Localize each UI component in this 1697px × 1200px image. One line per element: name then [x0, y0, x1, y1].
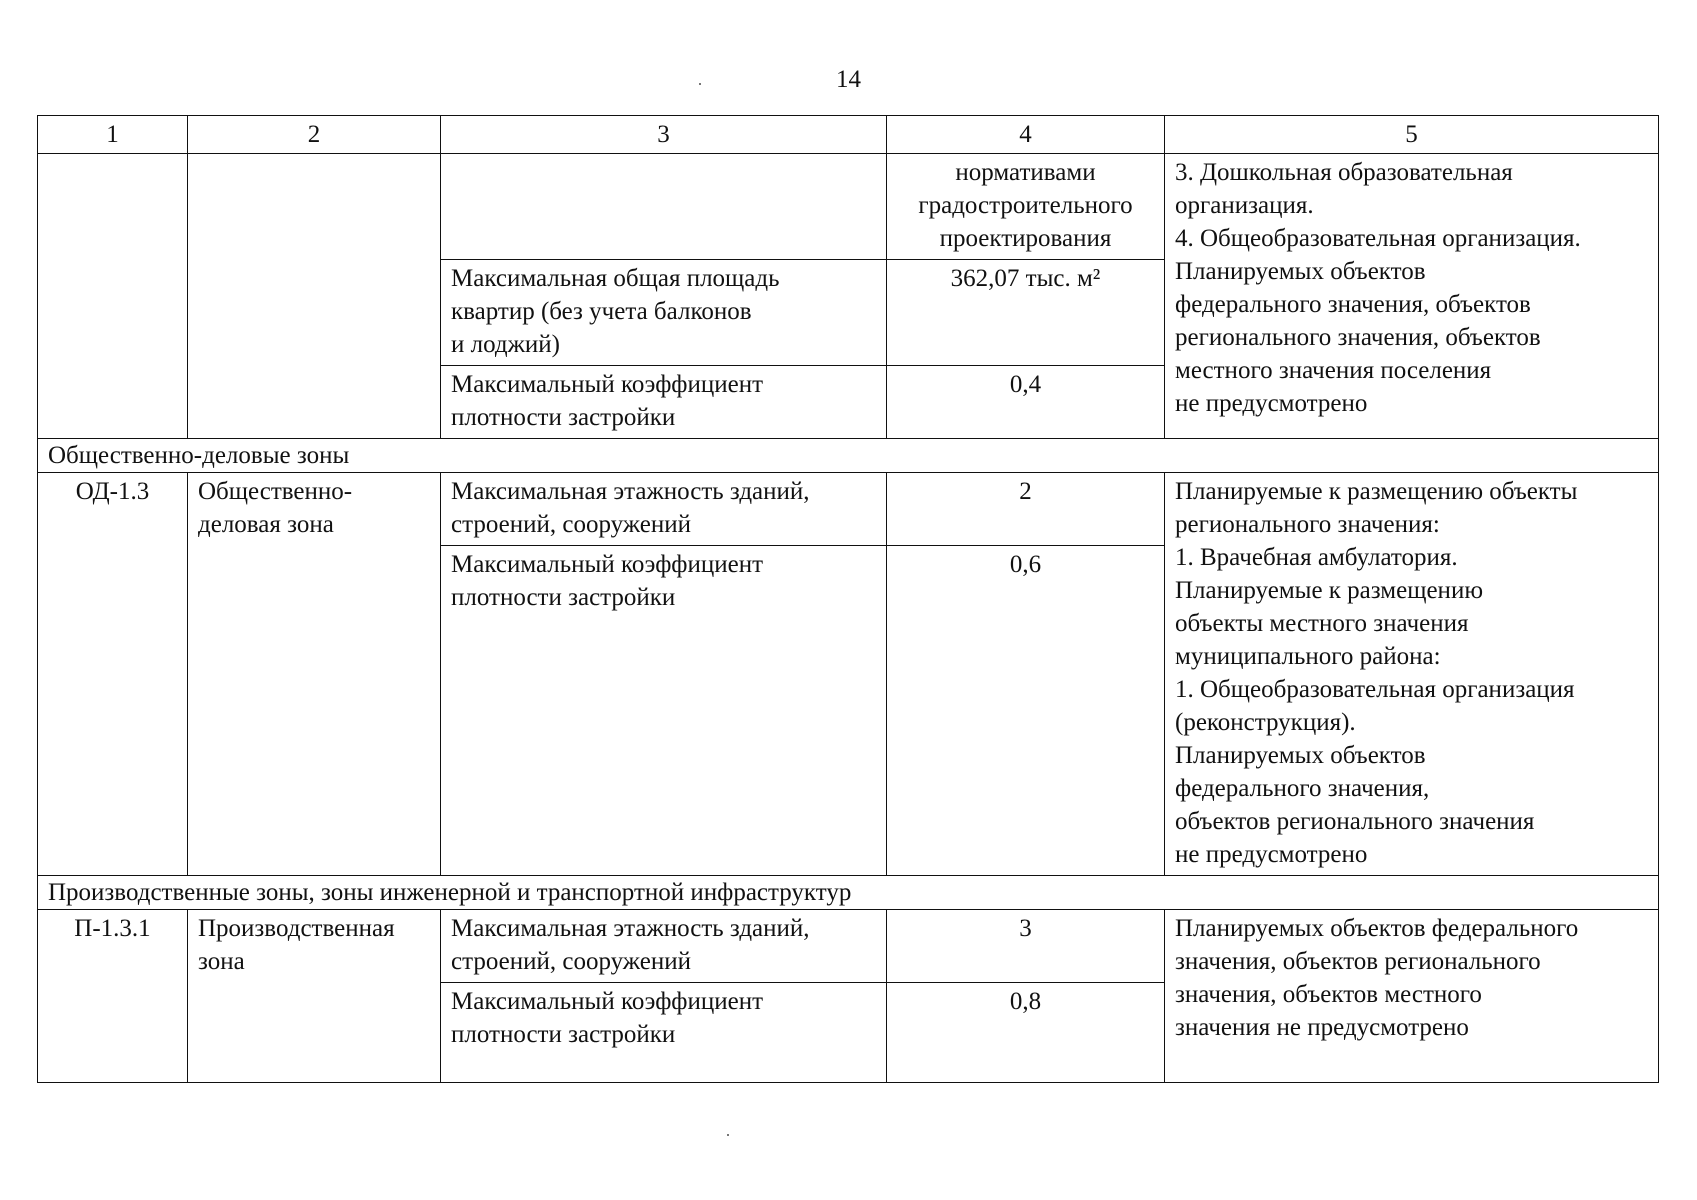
parameter-cell: Максимальная этажность зданий, строений, сооружений	[441, 473, 887, 546]
page-number: 14	[836, 66, 861, 93]
section-header-row	[38, 876, 1659, 910]
value-cell: 0,8	[887, 983, 1165, 1083]
value-cell: 3	[887, 910, 1165, 983]
section-title: Производственные зоны, зоны инженерной и транспортной инфраструктур	[38, 876, 1659, 910]
value-cell: 0,4	[887, 366, 1165, 439]
table-row	[38, 473, 1659, 546]
parameter-cell: Максимальная этажность зданий, строений, сооружений	[441, 910, 887, 983]
value-cell: 0,6	[887, 546, 1165, 876]
scan-speck	[727, 1134, 729, 1136]
value-cell: 2	[887, 473, 1165, 546]
zone-name-cell	[188, 154, 441, 439]
column-number: 3	[441, 116, 887, 154]
table-row	[38, 154, 1659, 260]
value-cell: нормативами градостроительного проектирования	[887, 154, 1165, 260]
scan-speck	[699, 83, 701, 85]
zones-table	[37, 115, 1659, 1083]
column-number: 1	[38, 116, 188, 154]
zone-name-cell: Производственная зона	[188, 910, 441, 1083]
zone-name-cell: Общественно- деловая зона	[188, 473, 441, 876]
section-header-row	[38, 439, 1659, 473]
zone-code-cell	[38, 154, 188, 439]
zone-code-cell: П-1.3.1	[38, 910, 188, 1083]
parameter-cell: Максимальный коэффициент плотности застройки	[441, 983, 887, 1083]
column-number-row	[38, 116, 1659, 154]
planned-objects-cell: 3. Дошкольная образовательная организация. 4. Общеобразовательная организация. Планируемых объектов федерального значения, объектов регионального значения, объектов местного значения поселения не предусмотрено	[1165, 154, 1659, 439]
planned-objects-cell: Планируемые к размещению объекты регионального значения: 1. Врачебная амбулатория. Планируемые к размещению объекты местного значения муниципального района: 1. Общеобразовательная организация (реконструкция). Планируемых объектов федерального значения, объектов регионального значения не предусмотрено	[1165, 473, 1659, 876]
column-number: 2	[188, 116, 441, 154]
section-title: Общественно-деловые зоны	[38, 439, 1659, 473]
zone-code-cell: ОД-1.3	[38, 473, 188, 876]
column-number: 4	[887, 116, 1165, 154]
parameter-cell: Максимальная общая площадь квартир (без учета балконов и лоджий)	[441, 260, 887, 366]
column-number: 5	[1165, 116, 1659, 154]
value-cell: 362,07 тыс. м²	[887, 260, 1165, 366]
parameter-cell: Максимальный коэффициент плотности застройки	[441, 366, 887, 439]
planned-objects-cell: Планируемых объектов федерального значения, объектов регионального значения, объектов местного значения не предусмотрено	[1165, 910, 1659, 1083]
table-row	[38, 910, 1659, 983]
parameter-cell: Максимальный коэффициент плотности застройки	[441, 546, 887, 876]
parameter-cell	[441, 154, 887, 260]
